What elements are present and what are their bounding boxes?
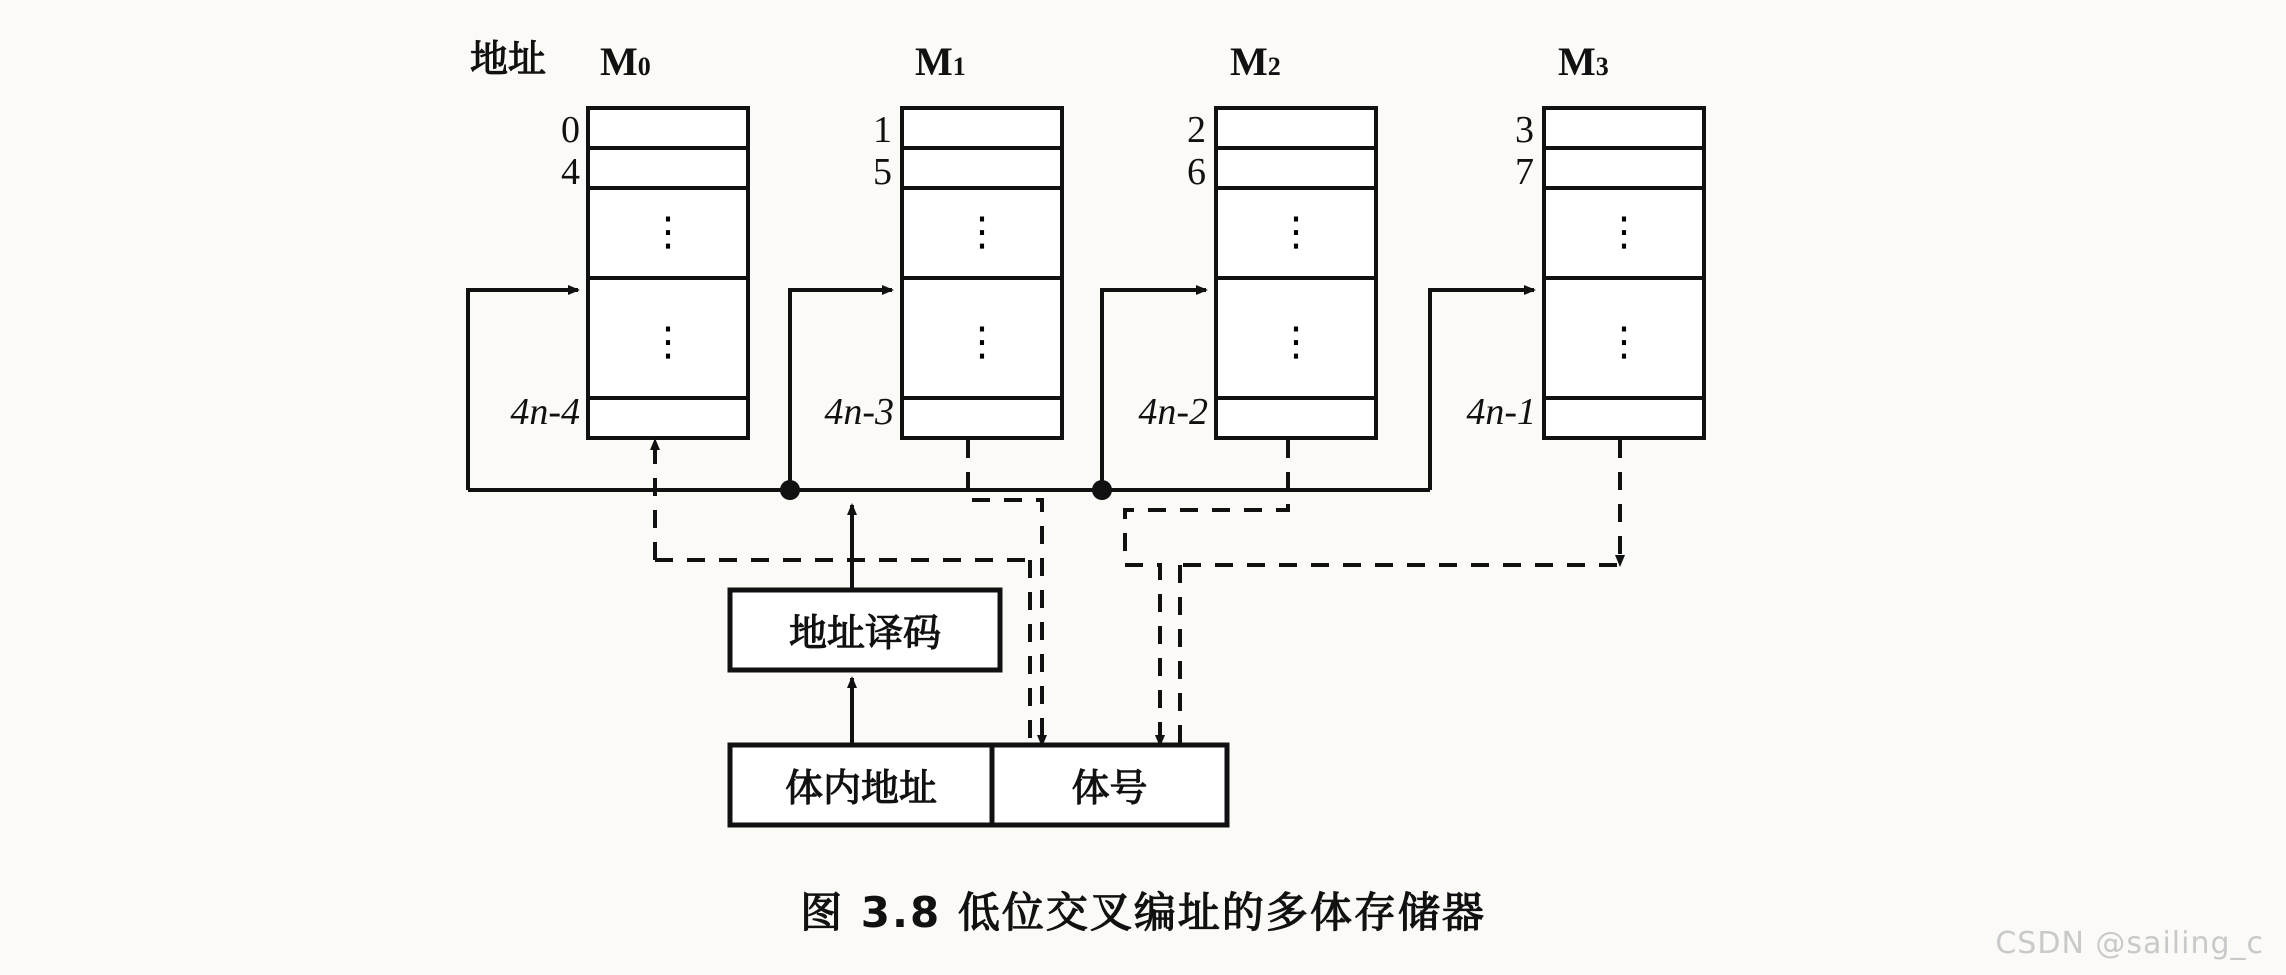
- bank-m3-addr-0: 3: [1515, 109, 1534, 151]
- bank-m2: [1216, 108, 1376, 438]
- bank-m0-dots-lower: ⋮: [648, 319, 688, 365]
- bank-m3: [1544, 108, 1704, 438]
- bank-m1-addr-last: 4n-3: [824, 391, 894, 433]
- bank-m1-title: M1: [915, 39, 966, 84]
- decoder-label[interactable]: 地址译码: [788, 611, 941, 655]
- bank-m3-addr-1: 7: [1515, 151, 1534, 193]
- bank-m0-title: M0: [600, 39, 651, 84]
- bank-m0-addr-1: 4: [561, 151, 580, 193]
- bank-number-label[interactable]: 体号: [1071, 766, 1148, 810]
- bank-m1-addr-0: 1: [873, 109, 892, 151]
- bank-m3-dots-lower: ⋮: [1604, 319, 1644, 365]
- bank-m0: [588, 108, 748, 438]
- bank-m2-dots-upper: ⋮: [1276, 209, 1316, 255]
- bank-m2-dots-lower: ⋮: [1276, 319, 1316, 365]
- figure-caption: 图 3.8 低位交叉编址的多体存储器: [800, 888, 1486, 937]
- bank-m2-addr-1: 6: [1187, 151, 1206, 193]
- bank-m1-dots-upper: ⋮: [962, 209, 1002, 255]
- bank-m2-title: M2: [1230, 39, 1281, 84]
- bank-m3-addr-last: 4n-1: [1466, 391, 1536, 433]
- bank-m0-addr-last: 4n-4: [510, 391, 580, 433]
- bank-m0-dots-upper: ⋮: [648, 209, 688, 255]
- watermark: CSDN @sailing_c: [1995, 926, 2264, 961]
- bank-m1-addr-1: 5: [873, 151, 892, 193]
- bank-m2-addr-0: 2: [1187, 109, 1206, 151]
- bank-m2-addr-last: 4n-2: [1138, 391, 1208, 433]
- bank-m3-title: M3: [1558, 39, 1609, 84]
- bank-m1: [902, 108, 1062, 438]
- bank-m0-addr-0: 0: [561, 109, 580, 151]
- inner-address-label[interactable]: 体内地址: [784, 766, 937, 810]
- bank-m1-dots-lower: ⋮: [962, 319, 1002, 365]
- address-header-label: 地址: [470, 37, 547, 81]
- bank-m3-dots-upper: ⋮: [1604, 209, 1644, 255]
